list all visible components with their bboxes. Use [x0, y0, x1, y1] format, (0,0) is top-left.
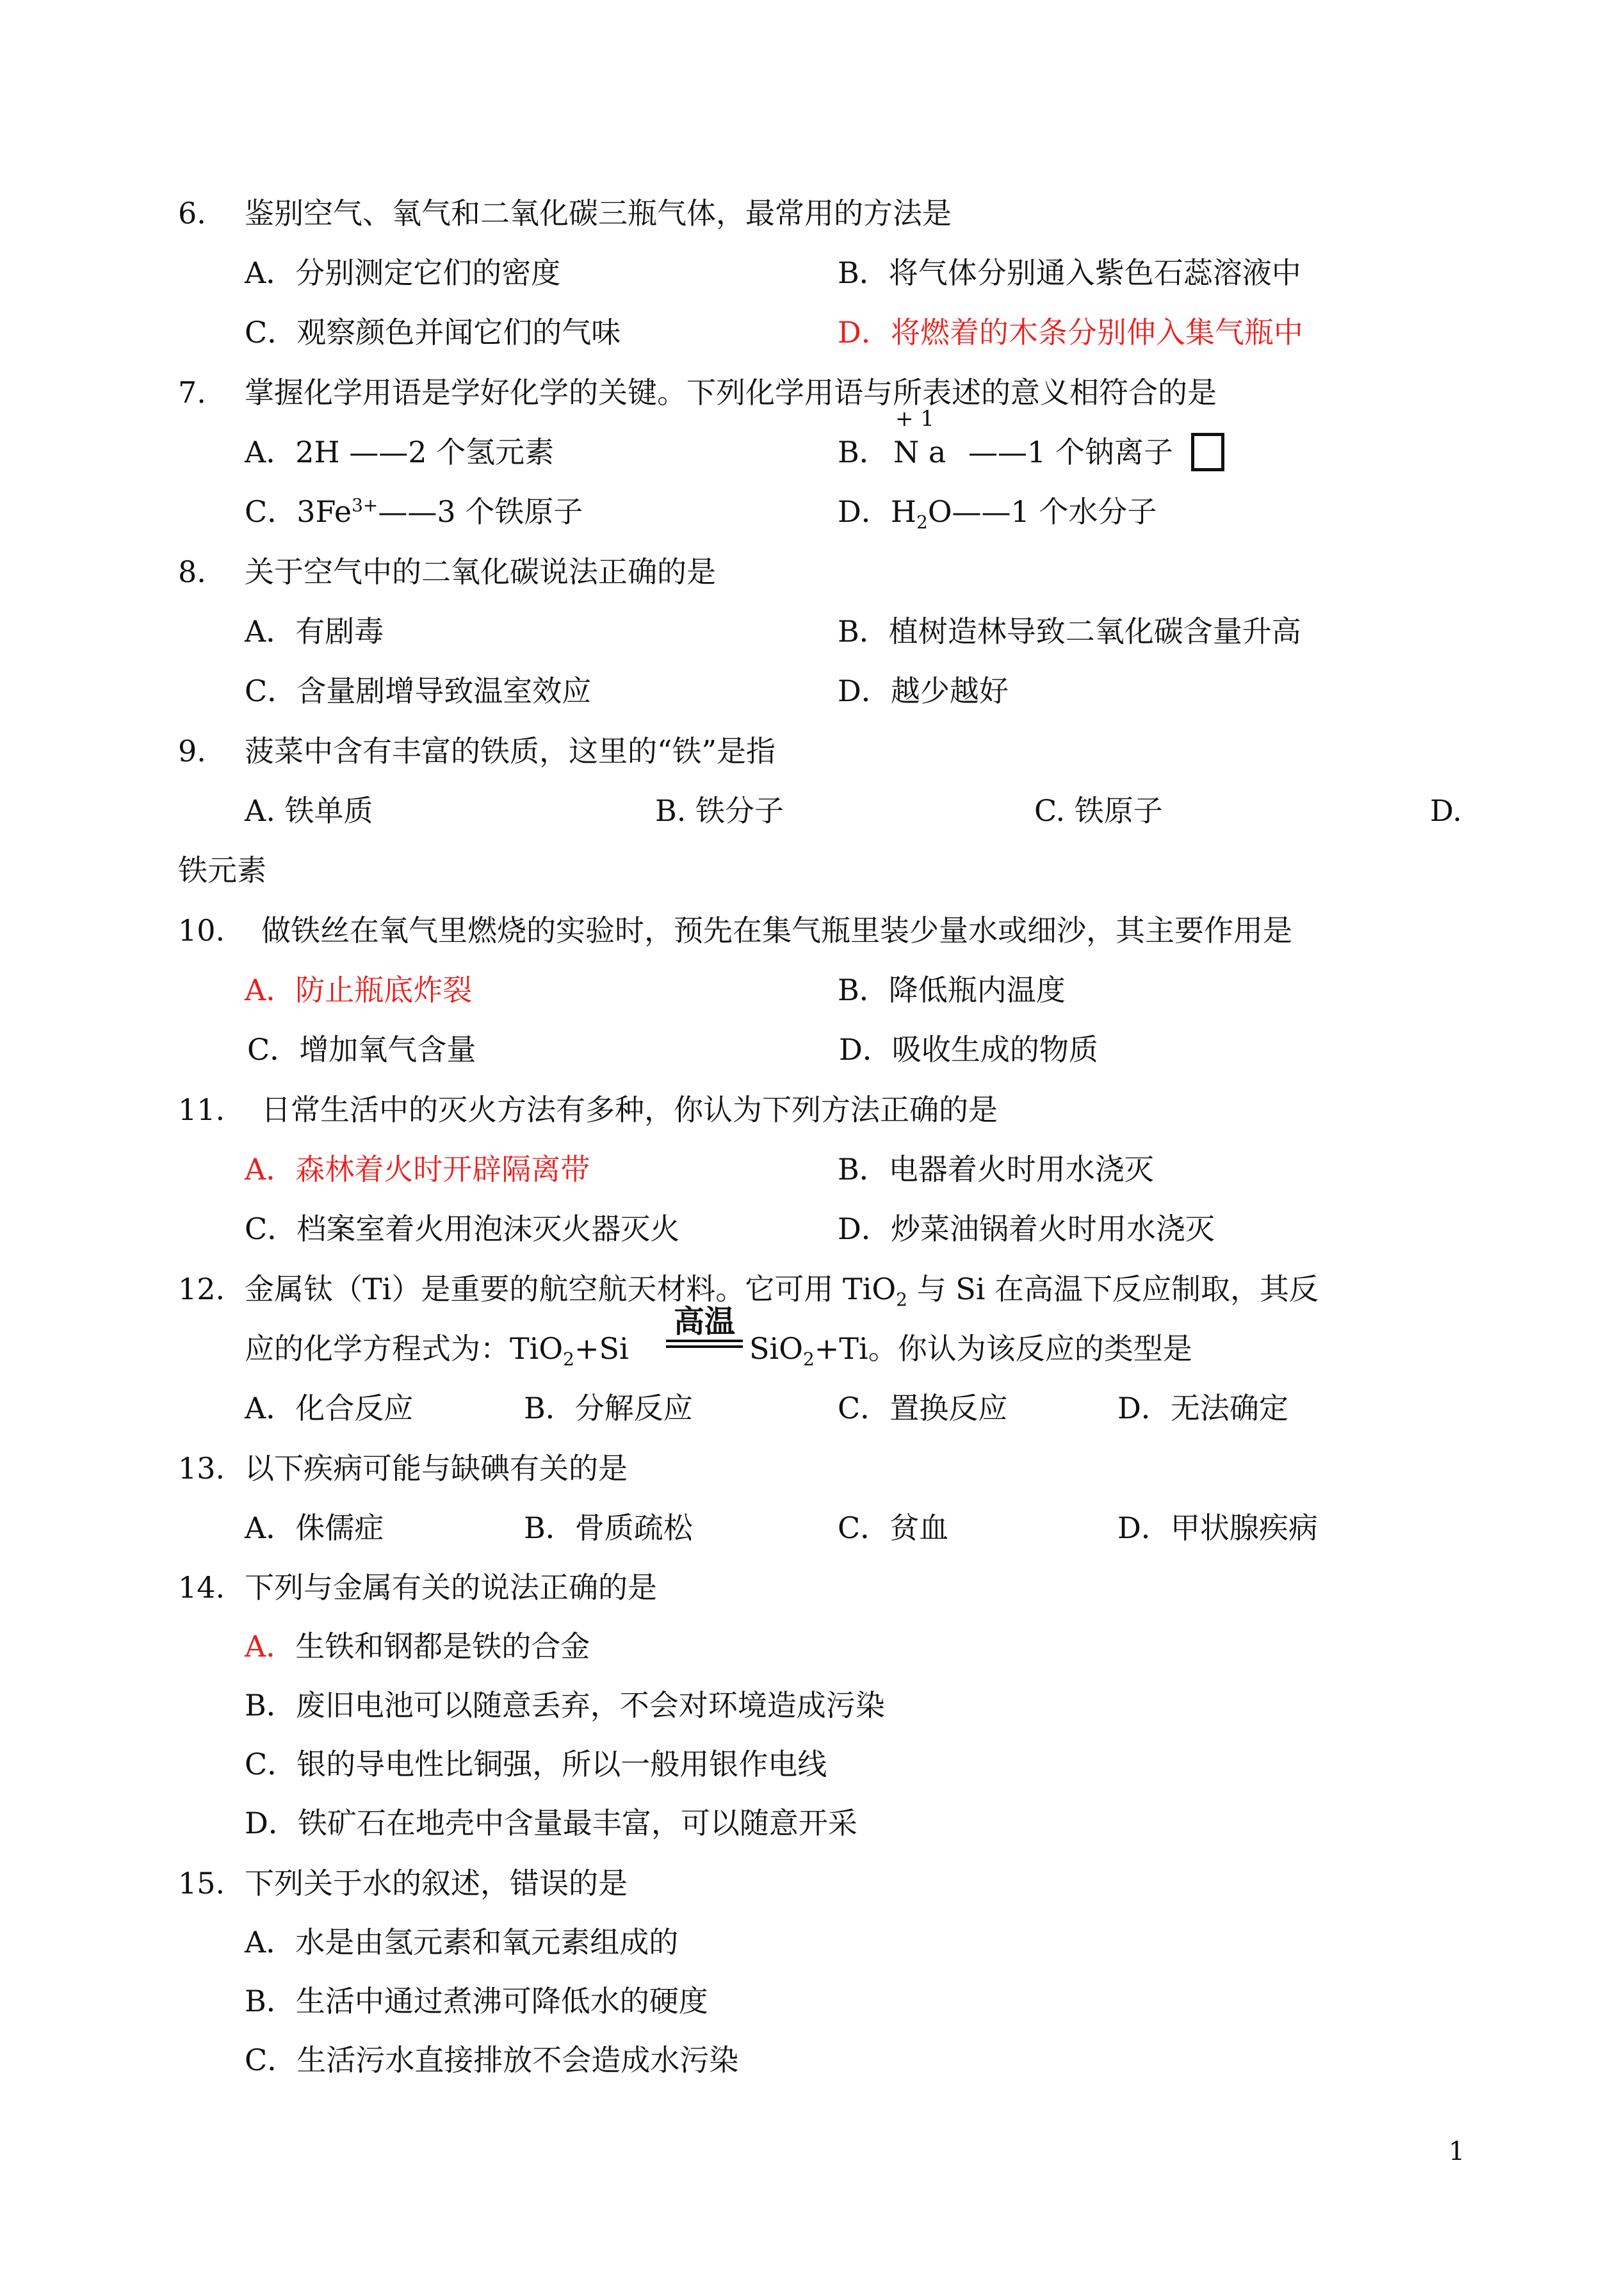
question-8-stem: 关于空气中的二氧化碳说法正确的是 — [245, 555, 716, 589]
equation-product-2: +Ti。你认为该反应的类型是 — [814, 1331, 1192, 1366]
question-12-stem-line1 — [245, 1272, 1319, 1311]
reaction-condition — [666, 1306, 743, 1348]
question-15-option-b: B．生活中通过煮沸可降低水的硬度 — [245, 1984, 708, 2018]
question-15-option-c: C．生活污水直接排放不会造成水污染 — [245, 2043, 739, 2077]
question-7-option-c-text: ——3 个铁原子 — [378, 494, 583, 529]
question-8-number: 8. — [178, 555, 206, 589]
question-10-option-c: C．增加氧气含量 — [247, 1032, 476, 1067]
question-14-answer-letter: A． — [245, 1629, 296, 1664]
question-11-option-b: B．电器着火时用水浇灭 — [838, 1152, 1154, 1187]
question-7-option-d — [838, 494, 1157, 533]
question-15-option-a: A．水是由氢元素和氧元素组成的 — [245, 1925, 679, 1959]
water-subscript: 2 — [916, 512, 928, 533]
question-12-option-a: A．化合反应 — [245, 1391, 414, 1425]
question-7-option-c — [245, 494, 583, 529]
question-6-stem: 鉴别空气、氧气和二氧化碳三瓶气体，最常用的方法是 — [245, 196, 952, 231]
equation-product-1: SiO — [749, 1331, 803, 1366]
equation-subscript-2: 2 — [802, 1349, 815, 1370]
question-9-number: 9. — [178, 734, 206, 768]
question-14-option-c: C．银的导电性比铜强，所以一般用银作电线 — [245, 1747, 827, 1781]
question-11-stem: 日常生活中的灭火方法有多种，你认为下列方法正确的是 — [261, 1092, 998, 1127]
question-14-option-d: D．铁矿石在地壳中含量最丰富，可以随意开采 — [245, 1806, 857, 1840]
question-14-option-a-text: 生铁和钢都是铁的合金 — [295, 1629, 590, 1664]
question-11-option-c: C．档案室着火用泡沫灭火器灭火 — [245, 1212, 680, 1246]
question-11-number: 11. — [178, 1092, 225, 1127]
question-9-option-b: B. 铁分子 — [655, 793, 784, 828]
question-8-option-b: B．植树造林导致二氧化碳含量升高 — [838, 614, 1301, 649]
question-12-option-b: B．分解反应 — [524, 1391, 693, 1425]
question-10-stem: 做铁丝在氧气里燃烧的实验时，预先在集气瓶里装少量水或细沙，其主要作用是 — [261, 913, 1292, 948]
question-8-option-a: A．有剧毒 — [245, 614, 384, 649]
question-8-option-d: D．越少越好 — [838, 674, 1009, 708]
question-6-number: 6. — [178, 196, 206, 231]
question-13-number: 13. — [178, 1451, 225, 1486]
question-9-stem: 菠菜中含有丰富的铁质，这里的“铁”是指 — [245, 734, 776, 768]
question-11-option-d: D．炒菜油锅着火时用水浇灭 — [838, 1212, 1215, 1246]
question-13-option-a: A．侏儒症 — [245, 1511, 384, 1545]
question-7-charge-annotation: + 1 — [895, 406, 934, 432]
question-12-stem-line2-end — [749, 1331, 1192, 1370]
question-15-number: 15. — [178, 1866, 225, 1901]
question-6-option-a: A．分别测定它们的密度 — [245, 255, 561, 290]
reaction-condition-text: 高温 — [673, 1304, 735, 1340]
question-12-option-d: D．无法确定 — [1117, 1391, 1288, 1425]
iron-ion-charge: 3+ — [352, 494, 378, 516]
question-8-option-c: C．含量剧增导致温室效应 — [245, 674, 592, 708]
question-7-option-b-label: B． — [838, 435, 889, 469]
equation-subscript-1: 2 — [563, 1349, 574, 1370]
question-12-stem-line2-start — [245, 1331, 629, 1370]
question-10-number: 10. — [178, 913, 225, 948]
question-7-option-d-prefix: D．H — [838, 494, 916, 529]
answer-box — [1191, 433, 1224, 471]
question-13-option-d: D．甲状腺疾病 — [1117, 1511, 1318, 1545]
equals-bar-top — [666, 1340, 743, 1342]
question-6-option-b: B．将气体分别通入紫色石蕊溶液中 — [838, 255, 1301, 290]
equation-reactant-1: 应的化学方程式为：TiO — [245, 1331, 564, 1366]
question-12-stem-part1: 金属钛（Ti）是重要的航空航天材料。它可用 TiO — [245, 1272, 897, 1306]
question-7-option-c-prefix: C．3Fe — [245, 494, 352, 529]
question-10-option-d: D．吸收生成的物质 — [839, 1032, 1098, 1067]
question-6-option-d-answer: D．将燃着的木条分别伸入集气瓶中 — [838, 315, 1303, 350]
question-6-option-c: C．观察颜色并闻它们的气味 — [245, 315, 621, 350]
question-13-option-b: B．骨质疏松 — [524, 1511, 693, 1545]
question-9-option-d-text: 铁元素 — [178, 853, 266, 888]
question-7-option-d-text: O——1 个水分子 — [927, 494, 1157, 529]
question-7-stem: 掌握化学用语是学好化学的关键。下列化学用语与所表述的意义相符合的是 — [245, 375, 1217, 410]
question-9-option-d-label: D. — [1430, 793, 1462, 828]
tio2-subscript: 2 — [896, 1289, 907, 1311]
question-14-option-a — [245, 1629, 590, 1664]
question-12-option-c: C．置换反应 — [838, 1391, 1008, 1425]
question-7-number: 7. — [178, 375, 206, 410]
question-14-stem: 下列与金属有关的说法正确的是 — [245, 1570, 657, 1605]
question-11-option-a-answer: A．森林着火时开辟隔离带 — [245, 1152, 590, 1187]
question-13-stem: 以下疾病可能与缺碘有关的是 — [245, 1451, 628, 1486]
question-10-option-a-answer: A．防止瓶底炸裂 — [245, 973, 473, 1007]
question-9-option-c: C. 铁原子 — [1034, 793, 1163, 828]
question-7-option-b-text: ——1 个钠离子 — [968, 435, 1173, 469]
question-12-number: 12. — [178, 1272, 225, 1306]
question-10-option-b: B．降低瓶内温度 — [838, 973, 1066, 1007]
page-number: 1 — [1449, 2137, 1465, 2166]
question-9-option-a: A. 铁单质 — [245, 793, 373, 828]
question-7-option-a: A．2H ——2 个氢元素 — [245, 435, 555, 469]
question-12-stem-part2: 与 Si 在高温下反应制取，其反 — [907, 1272, 1319, 1306]
equation-reactant-2: +Si — [574, 1331, 629, 1366]
equals-bar-bottom — [666, 1345, 743, 1348]
question-14-number: 14. — [178, 1570, 225, 1605]
question-13-option-c: C．贫血 — [838, 1511, 949, 1545]
question-14-option-b: B．废旧电池可以随意丢弃，不会对环境造成污染 — [245, 1688, 885, 1723]
question-7-sodium-symbol: N a — [893, 435, 946, 469]
question-15-stem: 下列关于水的叙述，错误的是 — [245, 1866, 628, 1901]
